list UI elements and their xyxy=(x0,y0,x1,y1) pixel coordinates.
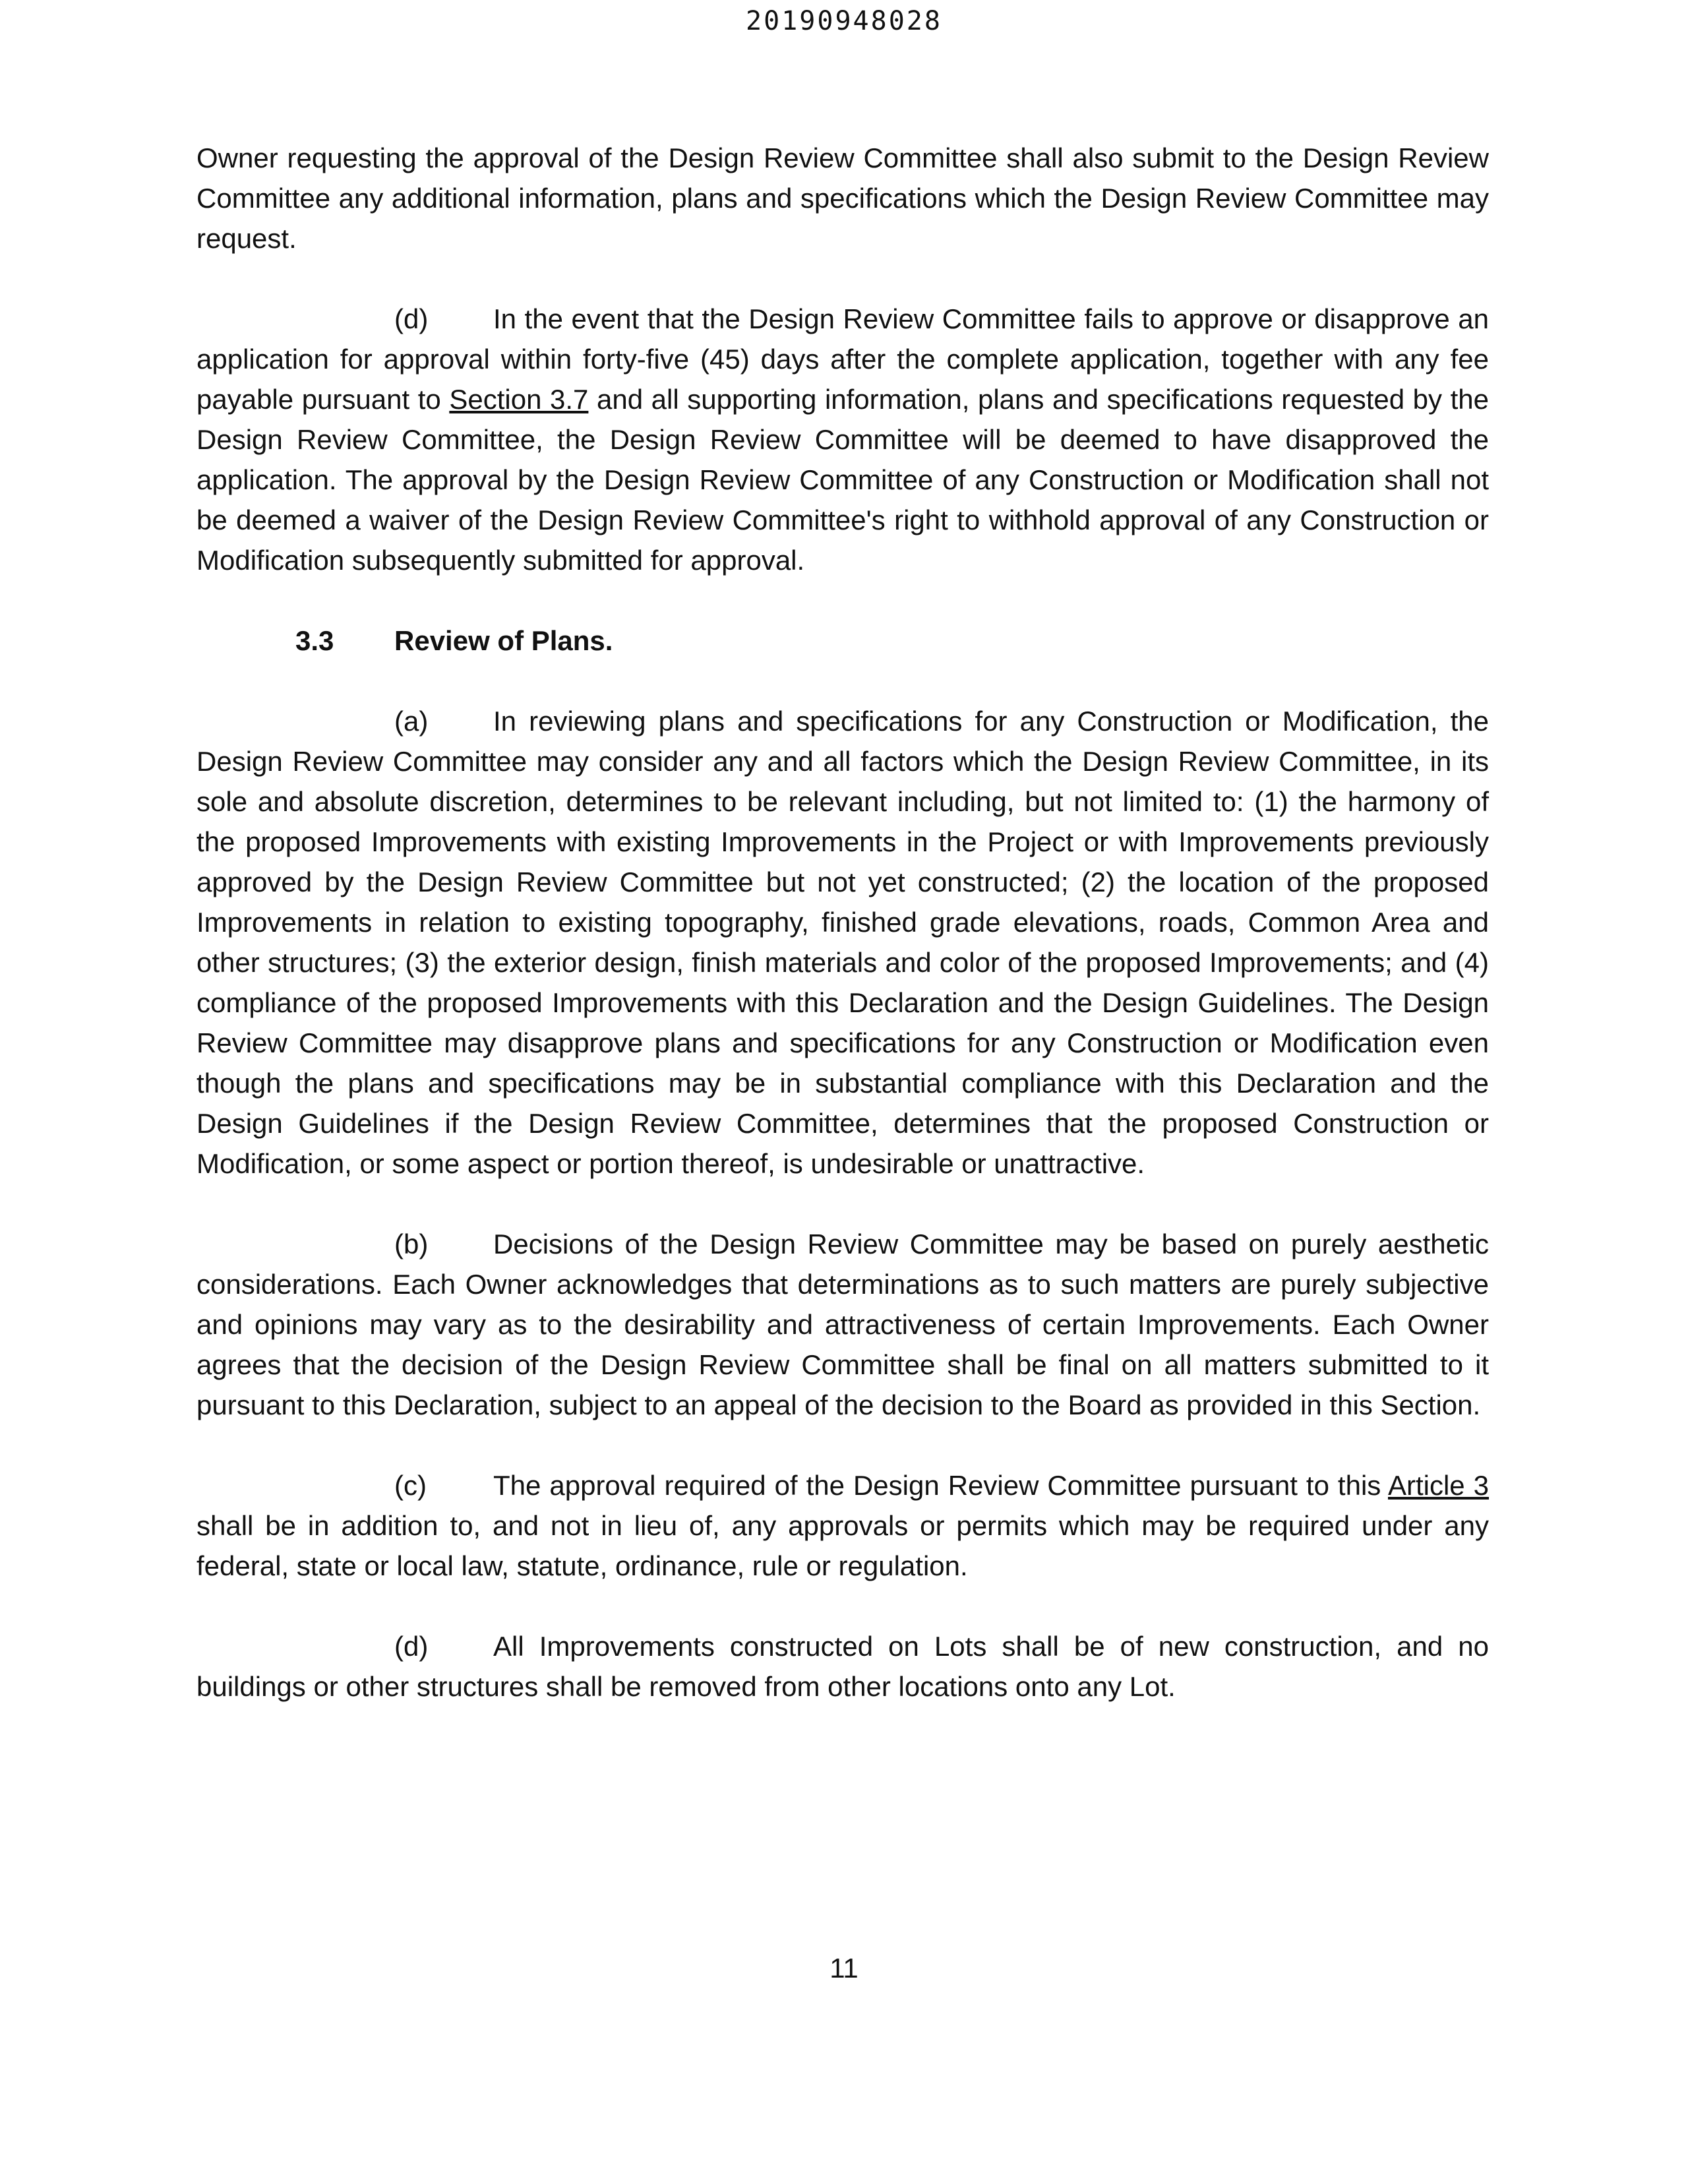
article-reference-link[interactable]: Article 3 xyxy=(1387,1470,1490,1501)
paragraph-text: and all supporting information, plans and specifications requested by the Design Review Committee, the Design Review Committee will be deemed to have disapproved the application. The approval by the Design Review Committee of any Construction or Modification shall not be deemed a waiver of the Design Review Committee's right to withhold approval of any Construction or Modification subsequently submitted for approval. xyxy=(196,384,1490,576)
section-heading xyxy=(196,621,1489,661)
paragraph-marker: (d) xyxy=(394,1631,429,1662)
paragraph-a-review-factors xyxy=(196,701,1489,1184)
section-reference-link[interactable]: Section 3.7 xyxy=(449,384,589,415)
page-number: 11 xyxy=(829,1953,859,1984)
paragraph-marker: (a) xyxy=(394,706,429,737)
paragraph-text: shall be in addition to, and not in lieu of, any approvals or permits which may be required under any federal, state or local law, statute, ordinance, rule or regulation. xyxy=(196,1510,1489,1581)
paragraph-marker: (b) xyxy=(394,1228,429,1259)
paragraph-b-aesthetic-decisions xyxy=(196,1224,1489,1425)
paragraph-text: Decisions of the Design Review Committee may be based on purely aesthetic considerations. Each Owner acknowledges that determinations as to such matters are purely subjective and opinions may vary as to the desirability and attractiveness of certain Improvements. Each Owner agrees that the decision of the Design Review Committee shall be final on all matters submitted to it pursuant to this Declaration, subject to an appeal of the decision to the Board as provided in this Section. xyxy=(196,1228,1489,1420)
section-title: Review of Plans. xyxy=(394,625,613,656)
paragraph-d-new-construction xyxy=(196,1626,1489,1707)
paragraph-c-additional-approvals xyxy=(196,1465,1489,1586)
paragraph-continuation: Owner requesting the approval of the Design Review Committee shall also submit to the Design Review Committee any additional information, plans and specifications which the Design Review Committee may request. xyxy=(196,142,1489,254)
paragraph-text: In reviewing plans and specifications for any Construction or Modification, the Design Review Committee may consider any and all factors which the Design Review Committee, in its sole and absolute discretion, determines to be relevant including, but not limited to: (1) the harmony of the proposed Improvements with existing Improvements in the Project or with Improvements previously approved by the Design Review Committee but not yet constructed; (2) the location of the proposed Improvements in relation to existing topography, finished grade elevations, roads, Common Area and other structures; (3) the exterior design, finish materials and color of the proposed Improvements; and (4) compliance of the proposed Improvements with this Declaration and the Design Guidelines. The Design Review Committee may disapprove plans and specifications for any Construction or Modification even though the plans and specifications may be in substantial compliance with this Declaration and the Design Guidelines if the Design Review Committee, determines that the proposed Construction or Modification, or some aspect or portion thereof, is undesirable or unattractive. xyxy=(196,706,1489,1179)
paragraph-text: All Improvements constructed on Lots shall be of new construction, and no buildings or other structures shall be removed from other locations onto any Lot. xyxy=(196,1631,1489,1702)
paragraph-d-deemed-disapproval xyxy=(196,299,1489,580)
paragraph-text: The approval required of the Design Review Committee pursuant to this xyxy=(493,1470,1388,1501)
paragraph-text: In the event that the Design Review Committee fails to approve or disapprove an application for approval within forty-five (45) days after the complete application, together with any fee payable pursuant to xyxy=(196,303,1489,415)
document-number: 20190948028 xyxy=(746,6,942,36)
document-body xyxy=(196,138,1489,1747)
section-number: 3.3 xyxy=(295,625,334,656)
paragraph-marker: (d) xyxy=(394,303,429,334)
paragraph-marker: (c) xyxy=(394,1470,427,1501)
